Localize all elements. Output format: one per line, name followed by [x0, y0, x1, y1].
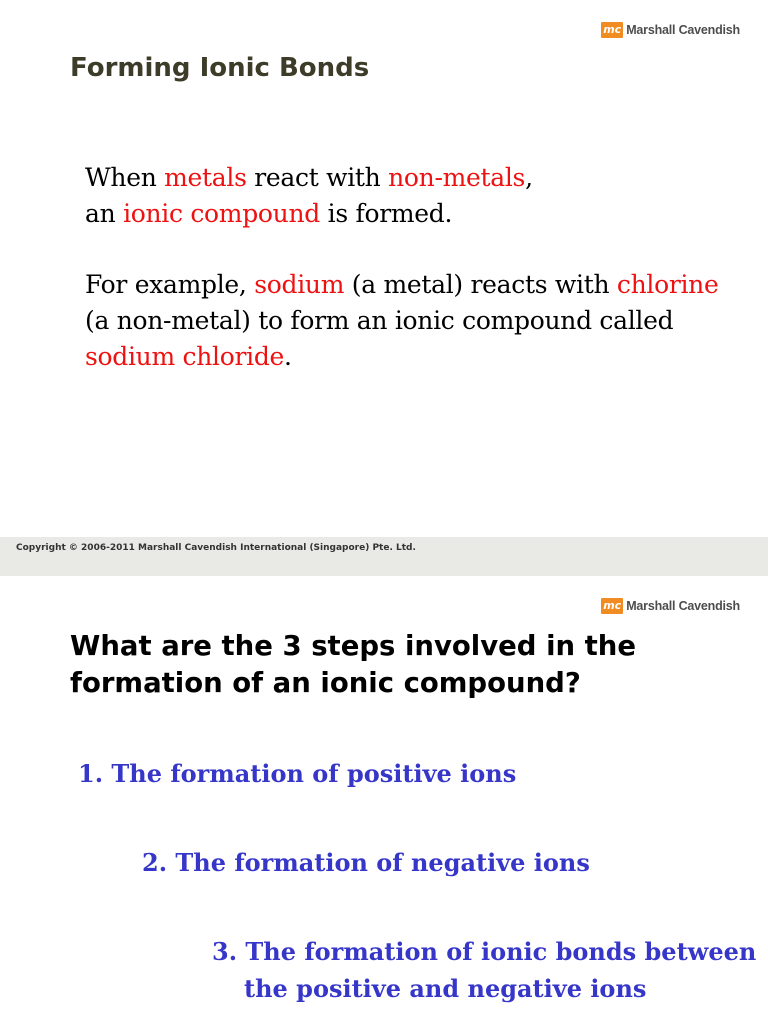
keyword-sodium-chloride: sodium chloride [85, 342, 285, 371]
text-span: , [525, 163, 533, 192]
text-span: . [284, 342, 292, 371]
marshall-cavendish-logo [601, 598, 740, 614]
slide-title: Forming Ionic Bonds [70, 53, 370, 83]
paragraph-sodium-example [85, 267, 718, 375]
paragraph-line [85, 196, 533, 232]
question-heading [70, 628, 636, 702]
paragraph-line: (a non-metal) to form an ionic compound called [85, 306, 674, 335]
mc-logo-icon: mc [601, 22, 623, 38]
text-span: For example, [85, 270, 255, 299]
text-span: an [85, 199, 124, 228]
logo-text: Marshall Cavendish [626, 599, 740, 613]
paragraph-line [85, 160, 533, 196]
step-3-continuation: the positive and negative ions [244, 974, 647, 1003]
text-span: is formed. [319, 199, 453, 228]
slide-2 [0, 576, 768, 1024]
text-span: (a metal) reacts with [344, 270, 617, 299]
logo-text: Marshall Cavendish [626, 23, 740, 37]
question-line: formation of an ionic compound? [70, 667, 581, 699]
mc-logo-icon: mc [601, 598, 623, 614]
paragraph-metals-nonmetals [85, 160, 533, 232]
paragraph-line [85, 339, 718, 375]
keyword-metals: metals [164, 163, 247, 192]
question-line: What are the 3 steps involved in the [70, 630, 637, 662]
step-2: 2. The formation of negative ions [142, 848, 590, 877]
step-3: 3. The formation of ionic bonds between [212, 937, 757, 966]
copyright-text: Copyright © 2006-2011 Marshall Cavendish International (Singapore) Pte. Ltd. [16, 543, 416, 553]
paragraph-line [85, 267, 718, 303]
keyword-sodium: sodium [254, 270, 345, 299]
step-1: 1. The formation of positive ions [78, 759, 517, 788]
text-span: react with [246, 163, 389, 192]
keyword-ionic-compound: ionic compound [123, 199, 320, 228]
keyword-chlorine: chlorine [616, 270, 719, 299]
keyword-non-metals: non-metals [388, 163, 526, 192]
marshall-cavendish-logo [601, 22, 740, 38]
copyright-footer [0, 537, 768, 576]
text-span: When [85, 163, 165, 192]
